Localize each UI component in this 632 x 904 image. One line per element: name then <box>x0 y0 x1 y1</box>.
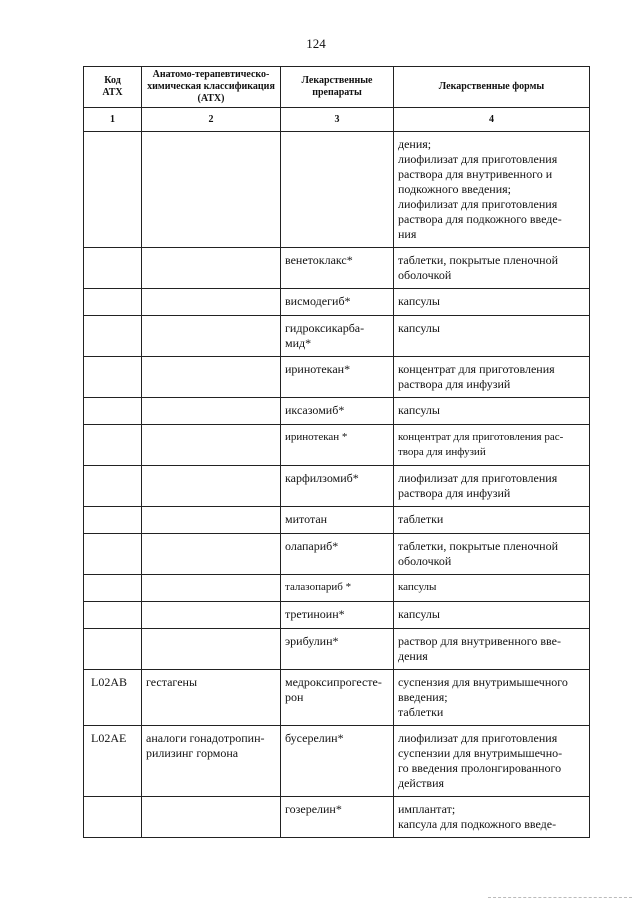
drug-cell: олапариб* <box>281 534 394 575</box>
header-forms: Лекарственные формы <box>394 67 590 108</box>
drug-cell: гозерелин* <box>281 797 394 838</box>
forms-cell: раствор для внутривенного вве- дения <box>394 629 590 670</box>
drug-cell: иринотекан * <box>281 425 394 466</box>
forms-cell: концентрат для приготовления рас- твора для инфузий <box>394 425 590 466</box>
forms-cell: капсулы <box>394 398 590 425</box>
code-cell <box>84 132 142 248</box>
code-cell <box>84 289 142 316</box>
drug-cell: иринотекан* <box>281 357 394 398</box>
table-row <box>84 534 590 575</box>
table-row <box>84 289 590 316</box>
forms-cell: капсулы <box>394 316 590 357</box>
code-cell <box>84 466 142 507</box>
drug-cell: третиноин* <box>281 602 394 629</box>
column-number: 3 <box>281 108 394 132</box>
drug-cell: венетоклакс* <box>281 248 394 289</box>
forms-cell: капсулы <box>394 575 590 602</box>
drug-cell: висмодегиб* <box>281 289 394 316</box>
page-edge-mark <box>488 897 632 898</box>
header-classification: Анатомо-терапевтическо-химическая классификация (АТХ) <box>142 67 281 108</box>
drug-cell: бусерелин* <box>281 726 394 797</box>
code-cell <box>84 629 142 670</box>
page-number: 124 <box>306 36 326 51</box>
code-cell <box>84 797 142 838</box>
column-number: 4 <box>394 108 590 132</box>
forms-cell: лиофилизат для приготовления раствора для инфузий <box>394 466 590 507</box>
classification-cell <box>142 289 281 316</box>
table-row <box>84 670 590 726</box>
forms-cell: таблетки, покрытые пленочной оболочкой <box>394 534 590 575</box>
drug-cell: иксазомиб* <box>281 398 394 425</box>
classification-cell <box>142 466 281 507</box>
drug-cell: медроксипрогесте- рон <box>281 670 394 726</box>
drug-cell: талазопариб * <box>281 575 394 602</box>
classification-cell <box>142 507 281 534</box>
forms-cell: таблетки, покрытые пленочной оболочкой <box>394 248 590 289</box>
forms-cell: суспензия для внутримышечного введения; таблетки <box>394 670 590 726</box>
classification-cell: гестагены <box>142 670 281 726</box>
code-cell <box>84 534 142 575</box>
table-row <box>84 629 590 670</box>
atx-drug-table <box>83 66 590 838</box>
column-number: 2 <box>142 108 281 132</box>
code-cell: L02AB <box>84 670 142 726</box>
header-code: Код АТХ <box>84 67 142 108</box>
table-row <box>84 316 590 357</box>
table-row <box>84 797 590 838</box>
classification-cell <box>142 316 281 357</box>
code-cell <box>84 425 142 466</box>
forms-cell: капсулы <box>394 289 590 316</box>
code-cell: L02AE <box>84 726 142 797</box>
table-row <box>84 132 590 248</box>
classification-cell <box>142 602 281 629</box>
classification-cell <box>142 797 281 838</box>
drug-cell: карфилзомиб* <box>281 466 394 507</box>
code-cell <box>84 316 142 357</box>
code-cell <box>84 575 142 602</box>
classification-cell <box>142 132 281 248</box>
drug-cell <box>281 132 394 248</box>
table-row <box>84 575 590 602</box>
code-cell <box>84 248 142 289</box>
forms-cell: капсулы <box>394 602 590 629</box>
table-row <box>84 398 590 425</box>
classification-cell: аналоги гонадотропин- рилизинг гормона <box>142 726 281 797</box>
code-cell <box>84 602 142 629</box>
table-row <box>84 248 590 289</box>
forms-cell: дения; лиофилизат для приготовления раствора для внутривенного и подкожного введения; лиофилизат для приготовления раствора для подкожного введе- ния <box>394 132 590 248</box>
drug-cell: эрибулин* <box>281 629 394 670</box>
column-number-row <box>84 108 590 132</box>
column-number: 1 <box>84 108 142 132</box>
table-row <box>84 466 590 507</box>
table-body <box>84 132 590 838</box>
table-header-row <box>84 67 590 108</box>
classification-cell <box>142 629 281 670</box>
classification-cell <box>142 357 281 398</box>
header-drugs: Лекарственные препараты <box>281 67 394 108</box>
drug-cell: митотан <box>281 507 394 534</box>
table-row <box>84 425 590 466</box>
classification-cell <box>142 425 281 466</box>
classification-cell <box>142 575 281 602</box>
code-cell <box>84 398 142 425</box>
classification-cell <box>142 398 281 425</box>
forms-cell: таблетки <box>394 507 590 534</box>
table-row <box>84 357 590 398</box>
code-cell <box>84 357 142 398</box>
forms-cell: имплантат; капсула для подкожного введе- <box>394 797 590 838</box>
forms-cell: лиофилизат для приготовления суспензии для внутримышечно- го введения пролонгированного действия <box>394 726 590 797</box>
table-row <box>84 602 590 629</box>
classification-cell <box>142 534 281 575</box>
drug-cell: гидроксикарба- мид* <box>281 316 394 357</box>
classification-cell <box>142 248 281 289</box>
code-cell <box>84 507 142 534</box>
table-row <box>84 507 590 534</box>
forms-cell: концентрат для приготовления раствора для инфузий <box>394 357 590 398</box>
table-row <box>84 726 590 797</box>
